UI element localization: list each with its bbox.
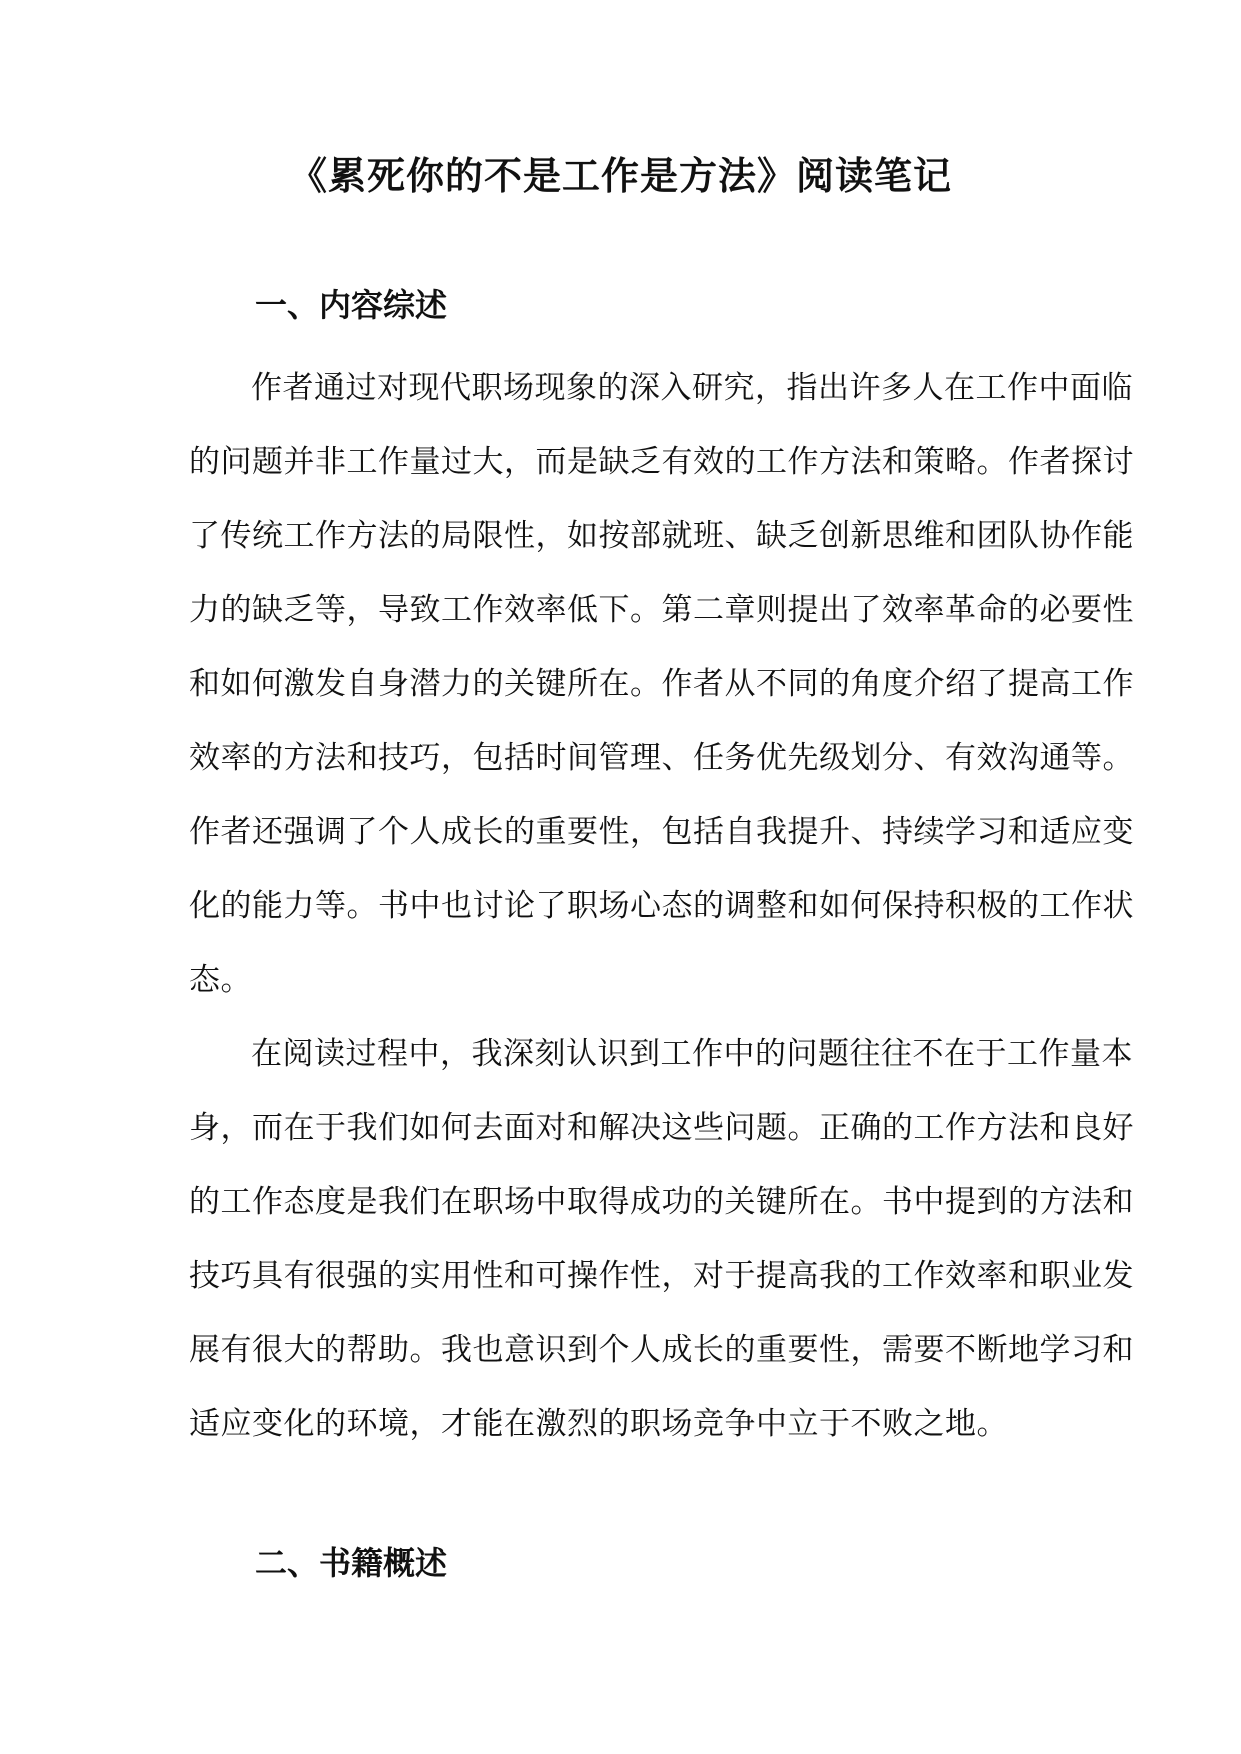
paragraph-line: 力的缺乏等，导致工作效率低下。第二章则提出了效率革命的必要性 [189, 592, 1134, 628]
section-heading-content-summary: 一、内容综述 [255, 286, 448, 324]
section-heading-book-overview: 二、书籍概述 [255, 1544, 448, 1582]
paragraph-line: 效率的方法和技巧，包括时间管理、任务优先级划分、有效沟通等。 [189, 740, 1134, 776]
paragraph-line: 适应变化的环境，才能在激烈的职场竞争中立于不败之地。 [189, 1406, 1008, 1442]
paragraph-line: 了传统工作方法的局限性，如按部就班、缺乏创新思维和团队协作能 [189, 518, 1134, 554]
paragraph-content-summary-2 [189, 1017, 1134, 1461]
paragraph-line: 化的能力等。书中也讨论了职场心态的调整和如何保持积极的工作状 [189, 888, 1134, 924]
paragraph-content-summary-1 [189, 351, 1134, 1017]
paragraph-line: 展有很大的帮助。我也意识到个人成长的重要性，需要不断地学习和 [189, 1332, 1134, 1368]
document-title: 《累死你的不是工作是方法》阅读笔记 [288, 153, 952, 198]
paragraph-line: 作者还强调了个人成长的重要性，包括自我提升、持续学习和适应变 [189, 814, 1134, 850]
paragraph-line: 的问题并非工作量过大，而是缺乏有效的工作方法和策略。作者探讨 [189, 444, 1134, 480]
paragraph-line: 技巧具有很强的实用性和可操作性，对于提高我的工作效率和职业发 [189, 1258, 1134, 1294]
paragraph-line: 和如何激发自身潜力的关键所在。作者从不同的角度介绍了提高工作 [189, 666, 1134, 702]
paragraph-line: 态。 [189, 962, 252, 998]
paragraph-line: 的工作态度是我们在职场中取得成功的关键所在。书中提到的方法和 [189, 1184, 1134, 1220]
paragraph-line: 作者通过对现代职场现象的深入研究，指出许多人在工作中面临 [251, 370, 1133, 406]
paragraph-line: 身，而在于我们如何去面对和解决这些问题。正确的工作方法和良好 [189, 1110, 1134, 1146]
paragraph-line: 在阅读过程中，我深刻认识到工作中的问题往往不在于工作量本 [251, 1036, 1133, 1072]
